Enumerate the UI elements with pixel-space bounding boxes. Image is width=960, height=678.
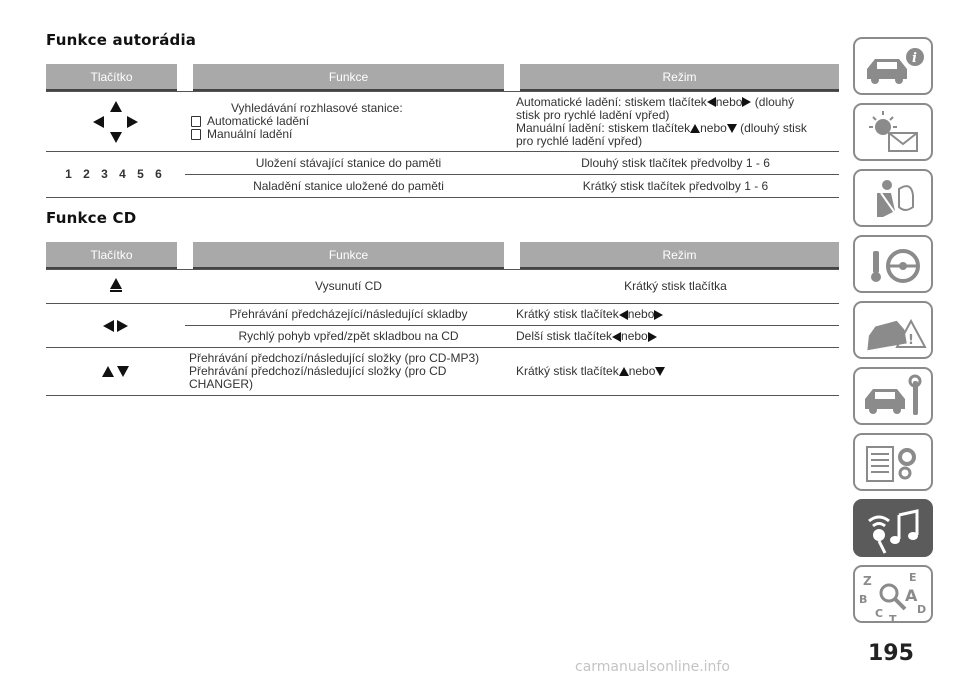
recall-station-mode: Krátký stisk tlačítek předvolby 1 - 6 bbox=[512, 175, 839, 198]
store-station-function: Uložení stávající stanice do paměti bbox=[185, 152, 512, 175]
table-header-row bbox=[46, 64, 839, 90]
multimedia-icon[interactable] bbox=[853, 499, 933, 557]
folder-buttons-cell bbox=[46, 348, 185, 396]
svg-text:D: D bbox=[917, 603, 927, 616]
maintenance-icon[interactable] bbox=[853, 367, 933, 425]
tuning-mode-cell bbox=[512, 92, 839, 152]
triangle-left-icon bbox=[707, 97, 716, 107]
folder-skip-mode: Krátký stisk tlačítek nebo bbox=[512, 348, 839, 396]
triangle-right-icon bbox=[127, 116, 138, 128]
eject-icon bbox=[110, 278, 122, 292]
table-row bbox=[46, 92, 839, 152]
warning-lights-icon[interactable] bbox=[853, 103, 933, 161]
triangle-right-icon bbox=[648, 332, 657, 342]
index-icon[interactable] bbox=[853, 565, 933, 623]
radio-section-title: Funkce autorádia bbox=[46, 31, 197, 49]
folder-skip-function: Přehrávání předchozí/následující složky (pro CD-MP3) Přehrávání předchozí/následující složky (pro CD CHANGER) bbox=[185, 348, 512, 396]
svg-text:A: A bbox=[905, 586, 918, 605]
triangle-down-icon bbox=[117, 366, 129, 377]
mode-auto-text: Automatické ladění: stiskem tlačítek nebo (dlouhý stisk pro rychlé ladění vpřed) bbox=[516, 94, 795, 122]
safety-seat-icon[interactable] bbox=[853, 169, 933, 227]
list-item: Automatické ladění bbox=[191, 115, 508, 128]
technical-data-icon[interactable] bbox=[853, 433, 933, 491]
header-function: Funkce bbox=[185, 242, 512, 268]
header-mode: Režim bbox=[512, 64, 839, 90]
watermark: carmanualsonline.info bbox=[575, 659, 730, 675]
eject-button-cell bbox=[46, 270, 185, 304]
track-skip-function: Přehrávání předcházející/následující skladby bbox=[185, 304, 512, 326]
triangle-up-icon bbox=[619, 367, 629, 376]
header-button: Tlačítko bbox=[46, 242, 185, 268]
function-heading: Vyhledávání rozhlasové stanice: bbox=[231, 101, 403, 115]
triangle-right-icon bbox=[742, 97, 751, 107]
cd-section-title: Funkce CD bbox=[46, 209, 137, 227]
preset-buttons-label: 1 2 3 4 5 6 bbox=[65, 167, 166, 181]
triangle-left-icon bbox=[103, 320, 114, 332]
checkbox-bullet-icon bbox=[191, 129, 201, 140]
svg-text:T: T bbox=[889, 613, 897, 625]
recall-station-function: Naladění stanice uložené do paměti bbox=[185, 175, 512, 198]
track-skip-mode: Krátký stisk tlačítek nebo bbox=[512, 304, 839, 326]
triangle-left-icon bbox=[93, 116, 104, 128]
header-function: Funkce bbox=[185, 64, 512, 90]
header-button: Tlačítko bbox=[46, 64, 185, 90]
triangle-up-icon bbox=[110, 101, 122, 112]
page-number: 195 bbox=[868, 641, 914, 666]
svg-text:i: i bbox=[912, 51, 917, 66]
triangle-down-icon bbox=[655, 367, 665, 376]
table-row bbox=[46, 304, 839, 326]
emergency-icon[interactable] bbox=[853, 301, 933, 359]
triangle-down-icon bbox=[727, 124, 737, 133]
svg-text:C: C bbox=[875, 607, 884, 620]
eject-function: Vysunutí CD bbox=[185, 270, 512, 304]
triangle-right-icon bbox=[654, 310, 663, 320]
list-item: Manuální ladění bbox=[191, 128, 508, 141]
cd-functions-table bbox=[46, 242, 839, 396]
triangle-up-icon bbox=[102, 366, 114, 377]
starting-driving-icon[interactable] bbox=[853, 235, 933, 293]
tuning-buttons-cell bbox=[46, 92, 185, 152]
track-buttons-cell bbox=[46, 304, 185, 348]
triangle-up-icon bbox=[690, 124, 700, 133]
svg-text:B: B bbox=[859, 593, 868, 606]
radio-functions-table bbox=[46, 64, 839, 198]
triangle-down-icon bbox=[110, 132, 122, 143]
table-header-row bbox=[46, 242, 839, 268]
triangle-left-icon bbox=[612, 332, 621, 342]
mode-manual-text: Manuální ladění: stiskem tlačítek nebo (dlouhý stisk pro rychlé ladění vpřed) bbox=[516, 120, 807, 148]
fast-seek-function: Rychlý pohyb vpřed/zpět skladbou na CD bbox=[185, 326, 512, 348]
table-row bbox=[46, 348, 839, 396]
preset-buttons-cell bbox=[46, 152, 185, 198]
svg-text:E: E bbox=[909, 571, 917, 584]
svg-text:!: ! bbox=[908, 333, 914, 348]
store-station-mode: Dlouhý stisk tlačítek předvolby 1 - 6 bbox=[512, 152, 839, 175]
eject-mode: Krátký stisk tlačítka bbox=[512, 270, 839, 304]
table-row bbox=[46, 270, 839, 304]
tuning-function-cell bbox=[185, 92, 512, 152]
triangle-left-icon bbox=[619, 310, 628, 320]
triangle-right-icon bbox=[117, 320, 128, 332]
car-info-icon[interactable] bbox=[853, 37, 933, 95]
table-row bbox=[46, 152, 839, 175]
header-mode: Režim bbox=[512, 242, 839, 268]
checkbox-bullet-icon bbox=[191, 116, 201, 127]
fast-seek-mode: Delší stisk tlačítek nebo bbox=[512, 326, 839, 348]
svg-text:Z: Z bbox=[863, 574, 872, 588]
